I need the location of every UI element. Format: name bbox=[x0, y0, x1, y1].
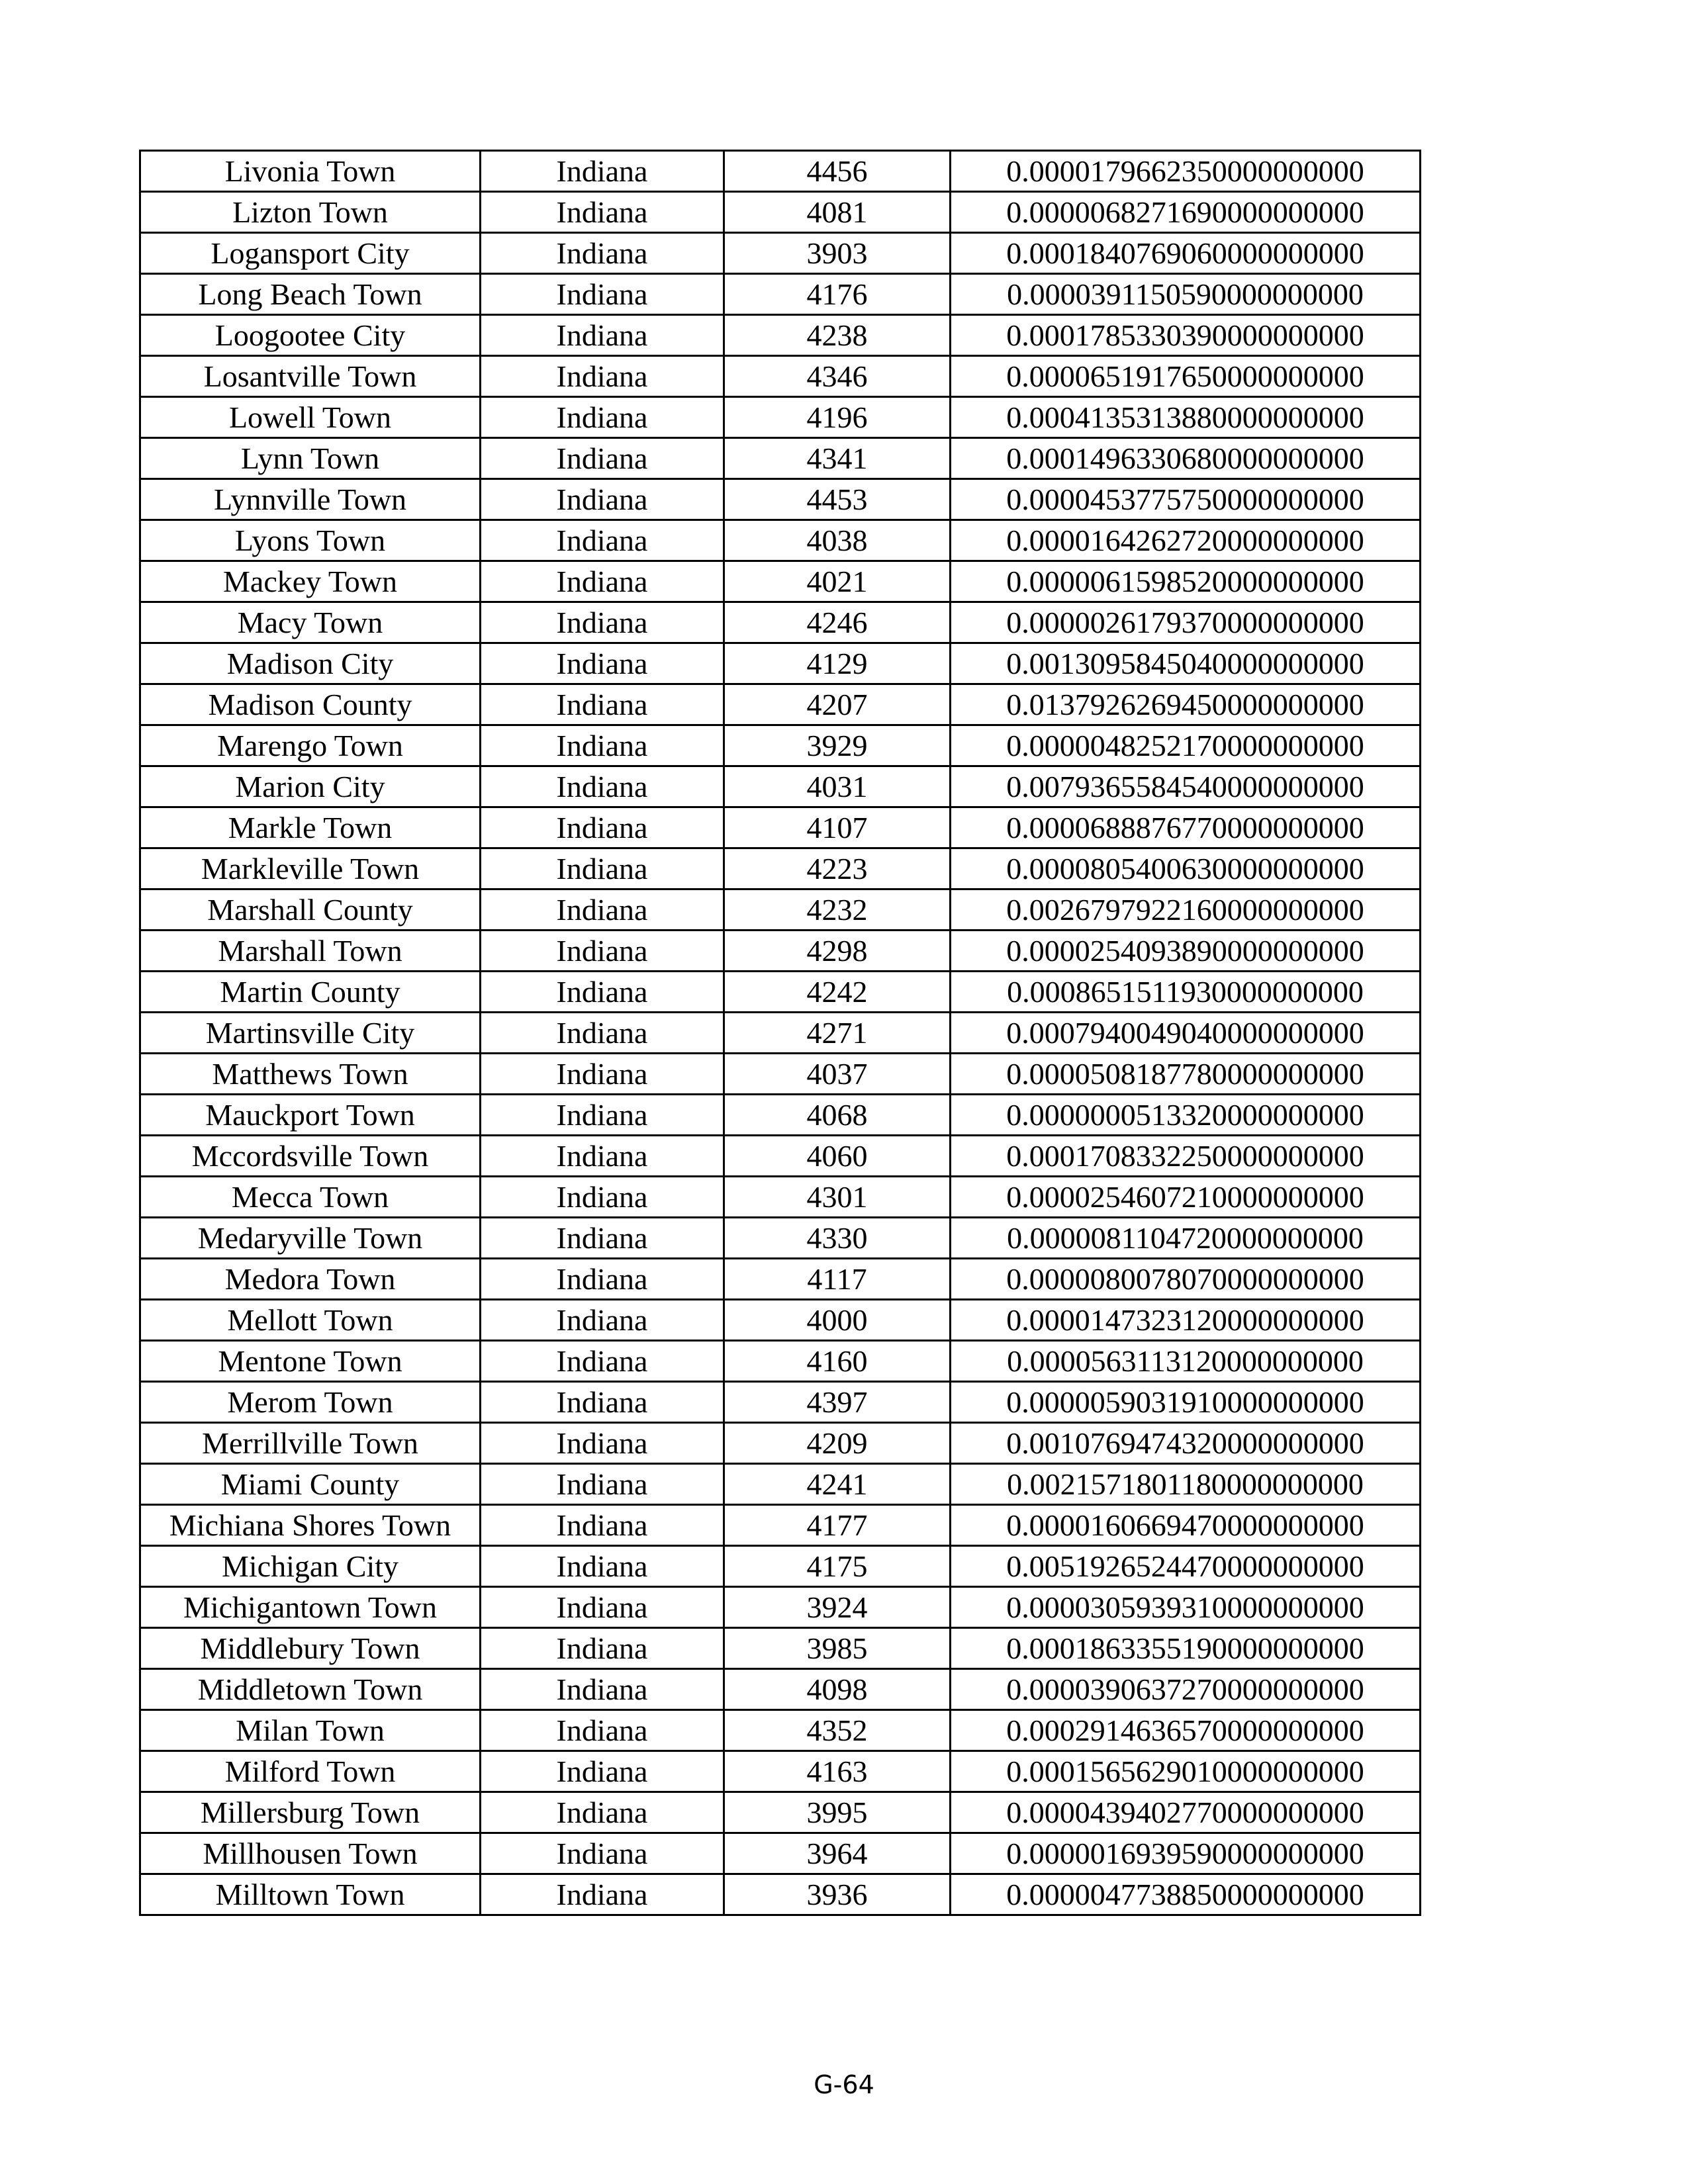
code-cell: 4163 bbox=[724, 1751, 951, 1792]
code-cell: 4038 bbox=[724, 520, 951, 561]
allocation-cell: 0.0000048252170000000000 bbox=[951, 725, 1421, 766]
code-cell: 4000 bbox=[724, 1300, 951, 1341]
table-row bbox=[140, 1710, 1421, 1751]
code-cell: 4037 bbox=[724, 1054, 951, 1095]
code-cell: 3995 bbox=[724, 1792, 951, 1833]
state-cell: Indiana bbox=[481, 1505, 724, 1546]
allocation-cell: 0.0137926269450000000000 bbox=[951, 684, 1421, 725]
allocation-cell: 0.0000080078070000000000 bbox=[951, 1259, 1421, 1300]
state-cell: Indiana bbox=[481, 1382, 724, 1423]
municipality-cell: Mentone Town bbox=[140, 1341, 481, 1382]
municipality-cell: Lynn Town bbox=[140, 438, 481, 479]
municipality-cell: Milford Town bbox=[140, 1751, 481, 1792]
state-cell: Indiana bbox=[481, 643, 724, 684]
code-cell: 4060 bbox=[724, 1136, 951, 1177]
code-cell: 4175 bbox=[724, 1546, 951, 1587]
table-row bbox=[140, 1341, 1421, 1382]
allocation-cell: 0.0000390637270000000000 bbox=[951, 1669, 1421, 1710]
allocation-cell: 0.0000439402770000000000 bbox=[951, 1792, 1421, 1833]
state-cell: Indiana bbox=[481, 931, 724, 972]
allocation-cell: 0.0000068271690000000000 bbox=[951, 192, 1421, 233]
code-cell: 4021 bbox=[724, 561, 951, 602]
allocation-cell: 0.0000805400630000000000 bbox=[951, 848, 1421, 889]
table-row bbox=[140, 233, 1421, 274]
code-cell: 4129 bbox=[724, 643, 951, 684]
table-row bbox=[140, 274, 1421, 315]
allocation-cell: 0.0001565629010000000000 bbox=[951, 1751, 1421, 1792]
table-row bbox=[140, 438, 1421, 479]
code-cell: 4298 bbox=[724, 931, 951, 972]
municipality-cell: Medora Town bbox=[140, 1259, 481, 1300]
table-row bbox=[140, 1751, 1421, 1792]
allocation-cell: 0.0051926524470000000000 bbox=[951, 1546, 1421, 1587]
allocation-cell: 0.0000651917650000000000 bbox=[951, 356, 1421, 397]
code-cell: 3924 bbox=[724, 1587, 951, 1628]
municipality-cell: Miami County bbox=[140, 1464, 481, 1505]
table-row bbox=[140, 643, 1421, 684]
code-cell: 4397 bbox=[724, 1382, 951, 1423]
municipality-cell: Martinsville City bbox=[140, 1013, 481, 1054]
allocation-cell: 0.0000179662350000000000 bbox=[951, 151, 1421, 192]
state-cell: Indiana bbox=[481, 315, 724, 356]
allocation-cell: 0.0021571801180000000000 bbox=[951, 1464, 1421, 1505]
allocation-cell: 0.0000016939590000000000 bbox=[951, 1833, 1421, 1874]
code-cell: 4209 bbox=[724, 1423, 951, 1464]
allocation-cell: 0.0004135313880000000000 bbox=[951, 397, 1421, 438]
allocation-cell: 0.0002914636570000000000 bbox=[951, 1710, 1421, 1751]
allocation-cell: 0.0008651511930000000000 bbox=[951, 972, 1421, 1013]
state-cell: Indiana bbox=[481, 1300, 724, 1341]
code-cell: 4453 bbox=[724, 479, 951, 520]
municipality-cell: Mecca Town bbox=[140, 1177, 481, 1218]
code-cell: 4081 bbox=[724, 192, 951, 233]
allocation-cell: 0.0001708332250000000000 bbox=[951, 1136, 1421, 1177]
state-cell: Indiana bbox=[481, 438, 724, 479]
code-cell: 4098 bbox=[724, 1669, 951, 1710]
municipality-cell: Merom Town bbox=[140, 1382, 481, 1423]
page-number: G-64 bbox=[814, 2070, 874, 2099]
state-cell: Indiana bbox=[481, 233, 724, 274]
table-row bbox=[140, 1259, 1421, 1300]
code-cell: 3903 bbox=[724, 233, 951, 274]
municipality-cell: Merrillville Town bbox=[140, 1423, 481, 1464]
allocation-cell: 0.0000047738850000000000 bbox=[951, 1874, 1421, 1915]
municipality-cell: Madison City bbox=[140, 643, 481, 684]
code-cell: 4238 bbox=[724, 315, 951, 356]
table-row bbox=[140, 1136, 1421, 1177]
state-cell: Indiana bbox=[481, 1218, 724, 1259]
state-cell: Indiana bbox=[481, 192, 724, 233]
code-cell: 4177 bbox=[724, 1505, 951, 1546]
municipality-cell: Lyons Town bbox=[140, 520, 481, 561]
municipality-cell: Markleville Town bbox=[140, 848, 481, 889]
state-cell: Indiana bbox=[481, 807, 724, 848]
code-cell: 4330 bbox=[724, 1218, 951, 1259]
table-row bbox=[140, 1505, 1421, 1546]
allocation-cell: 0.0007940049040000000000 bbox=[951, 1013, 1421, 1054]
municipality-cell: Milan Town bbox=[140, 1710, 481, 1751]
state-cell: Indiana bbox=[481, 1341, 724, 1382]
allocation-cell: 0.0000563113120000000000 bbox=[951, 1341, 1421, 1382]
municipality-cell: Loogootee City bbox=[140, 315, 481, 356]
state-cell: Indiana bbox=[481, 1710, 724, 1751]
state-cell: Indiana bbox=[481, 1546, 724, 1587]
state-cell: Indiana bbox=[481, 1013, 724, 1054]
allocation-cell: 0.0000000513320000000000 bbox=[951, 1095, 1421, 1136]
table-row bbox=[140, 848, 1421, 889]
municipality-cell: Losantville Town bbox=[140, 356, 481, 397]
table-row bbox=[140, 1669, 1421, 1710]
municipality-cell: Michiana Shores Town bbox=[140, 1505, 481, 1546]
table-row bbox=[140, 1587, 1421, 1628]
table-row bbox=[140, 1833, 1421, 1874]
municipality-cell: Lowell Town bbox=[140, 397, 481, 438]
table-row bbox=[140, 972, 1421, 1013]
table-row bbox=[140, 520, 1421, 561]
allocation-cell: 0.0000026179370000000000 bbox=[951, 602, 1421, 643]
code-cell: 4031 bbox=[724, 766, 951, 807]
municipality-cell: Medaryville Town bbox=[140, 1218, 481, 1259]
table-row bbox=[140, 1464, 1421, 1505]
allocation-cell: 0.0026797922160000000000 bbox=[951, 889, 1421, 931]
state-cell: Indiana bbox=[481, 1628, 724, 1669]
municipality-cell: Mccordsville Town bbox=[140, 1136, 481, 1177]
allocation-cell: 0.0001863355190000000000 bbox=[951, 1628, 1421, 1669]
code-cell: 4341 bbox=[724, 438, 951, 479]
code-cell: 4352 bbox=[724, 1710, 951, 1751]
code-cell: 4241 bbox=[724, 1464, 951, 1505]
table-row bbox=[140, 1628, 1421, 1669]
table-row bbox=[140, 1382, 1421, 1423]
table-row bbox=[140, 561, 1421, 602]
municipality-cell: Michigantown Town bbox=[140, 1587, 481, 1628]
municipality-cell: Livonia Town bbox=[140, 151, 481, 192]
state-cell: Indiana bbox=[481, 1669, 724, 1710]
municipality-cell: Mellott Town bbox=[140, 1300, 481, 1341]
table-row bbox=[140, 807, 1421, 848]
state-cell: Indiana bbox=[481, 1423, 724, 1464]
table-row bbox=[140, 1218, 1421, 1259]
code-cell: 3929 bbox=[724, 725, 951, 766]
allocation-cell: 0.0000164262720000000000 bbox=[951, 520, 1421, 561]
code-cell: 4242 bbox=[724, 972, 951, 1013]
state-cell: Indiana bbox=[481, 889, 724, 931]
table-row bbox=[140, 192, 1421, 233]
code-cell: 4068 bbox=[724, 1095, 951, 1136]
code-cell: 3936 bbox=[724, 1874, 951, 1915]
state-cell: Indiana bbox=[481, 397, 724, 438]
code-cell: 4176 bbox=[724, 274, 951, 315]
table-row bbox=[140, 1013, 1421, 1054]
state-cell: Indiana bbox=[481, 848, 724, 889]
state-cell: Indiana bbox=[481, 151, 724, 192]
allocation-cell: 0.0000059031910000000000 bbox=[951, 1382, 1421, 1423]
municipality-cell: Lizton Town bbox=[140, 192, 481, 233]
municipality-cell: Middlebury Town bbox=[140, 1628, 481, 1669]
table-row bbox=[140, 479, 1421, 520]
allocation-cell: 0.0000160669470000000000 bbox=[951, 1505, 1421, 1546]
table-row bbox=[140, 1054, 1421, 1095]
state-cell: Indiana bbox=[481, 274, 724, 315]
table-row bbox=[140, 725, 1421, 766]
municipality-cell: Marion City bbox=[140, 766, 481, 807]
code-cell: 4232 bbox=[724, 889, 951, 931]
allocation-cell: 0.0079365584540000000000 bbox=[951, 766, 1421, 807]
code-cell: 3985 bbox=[724, 1628, 951, 1669]
table-row bbox=[140, 151, 1421, 192]
code-cell: 4207 bbox=[724, 684, 951, 725]
municipality-cell: Millersburg Town bbox=[140, 1792, 481, 1833]
state-cell: Indiana bbox=[481, 1792, 724, 1833]
state-cell: Indiana bbox=[481, 1833, 724, 1874]
state-cell: Indiana bbox=[481, 766, 724, 807]
allocation-cell: 0.0000147323120000000000 bbox=[951, 1300, 1421, 1341]
allocation-cell: 0.0000453775750000000000 bbox=[951, 479, 1421, 520]
code-cell: 4246 bbox=[724, 602, 951, 643]
allocation-table bbox=[139, 150, 1421, 1916]
code-cell: 4160 bbox=[724, 1341, 951, 1382]
code-cell: 4107 bbox=[724, 807, 951, 848]
table-row bbox=[140, 684, 1421, 725]
state-cell: Indiana bbox=[481, 561, 724, 602]
table-row bbox=[140, 1095, 1421, 1136]
state-cell: Indiana bbox=[481, 1177, 724, 1218]
municipality-cell: Matthews Town bbox=[140, 1054, 481, 1095]
state-cell: Indiana bbox=[481, 1464, 724, 1505]
table-row bbox=[140, 1874, 1421, 1915]
state-cell: Indiana bbox=[481, 1587, 724, 1628]
table-row bbox=[140, 931, 1421, 972]
table-row bbox=[140, 397, 1421, 438]
table-row bbox=[140, 1792, 1421, 1833]
allocation-cell: 0.0000508187780000000000 bbox=[951, 1054, 1421, 1095]
code-cell: 3964 bbox=[724, 1833, 951, 1874]
allocation-cell: 0.0000254607210000000000 bbox=[951, 1177, 1421, 1218]
code-cell: 4223 bbox=[724, 848, 951, 889]
municipality-cell: Michigan City bbox=[140, 1546, 481, 1587]
allocation-cell: 0.0001496330680000000000 bbox=[951, 438, 1421, 479]
allocation-cell: 0.0000061598520000000000 bbox=[951, 561, 1421, 602]
state-cell: Indiana bbox=[481, 520, 724, 561]
table-row bbox=[140, 315, 1421, 356]
code-cell: 4196 bbox=[724, 397, 951, 438]
table-row bbox=[140, 889, 1421, 931]
municipality-cell: Lynnville Town bbox=[140, 479, 481, 520]
state-cell: Indiana bbox=[481, 1095, 724, 1136]
allocation-cell: 0.0000254093890000000000 bbox=[951, 931, 1421, 972]
state-cell: Indiana bbox=[481, 1751, 724, 1792]
municipality-cell: Milltown Town bbox=[140, 1874, 481, 1915]
code-cell: 4346 bbox=[724, 356, 951, 397]
municipality-cell: Markle Town bbox=[140, 807, 481, 848]
code-cell: 4271 bbox=[724, 1013, 951, 1054]
municipality-cell: Long Beach Town bbox=[140, 274, 481, 315]
state-cell: Indiana bbox=[481, 1136, 724, 1177]
allocation-cell: 0.0000081104720000000000 bbox=[951, 1218, 1421, 1259]
code-cell: 4456 bbox=[724, 151, 951, 192]
state-cell: Indiana bbox=[481, 1259, 724, 1300]
municipality-cell: Macy Town bbox=[140, 602, 481, 643]
municipality-cell: Marshall County bbox=[140, 889, 481, 931]
state-cell: Indiana bbox=[481, 479, 724, 520]
table-row bbox=[140, 356, 1421, 397]
state-cell: Indiana bbox=[481, 684, 724, 725]
allocation-cell: 0.0000391150590000000000 bbox=[951, 274, 1421, 315]
municipality-cell: Middletown Town bbox=[140, 1669, 481, 1710]
state-cell: Indiana bbox=[481, 602, 724, 643]
state-cell: Indiana bbox=[481, 356, 724, 397]
municipality-cell: Mackey Town bbox=[140, 561, 481, 602]
state-cell: Indiana bbox=[481, 725, 724, 766]
table-row bbox=[140, 1546, 1421, 1587]
allocation-cell: 0.0010769474320000000000 bbox=[951, 1423, 1421, 1464]
municipality-cell: Logansport City bbox=[140, 233, 481, 274]
code-cell: 4117 bbox=[724, 1259, 951, 1300]
municipality-cell: Martin County bbox=[140, 972, 481, 1013]
municipality-cell: Marengo Town bbox=[140, 725, 481, 766]
state-cell: Indiana bbox=[481, 1874, 724, 1915]
table-row bbox=[140, 602, 1421, 643]
table-row bbox=[140, 1423, 1421, 1464]
allocation-cell: 0.0001785330390000000000 bbox=[951, 315, 1421, 356]
table-row bbox=[140, 766, 1421, 807]
municipality-cell: Millhousen Town bbox=[140, 1833, 481, 1874]
table-row bbox=[140, 1300, 1421, 1341]
table-body bbox=[140, 151, 1421, 1915]
allocation-cell: 0.0000305939310000000000 bbox=[951, 1587, 1421, 1628]
table-row bbox=[140, 1177, 1421, 1218]
municipality-cell: Marshall Town bbox=[140, 931, 481, 972]
municipality-cell: Madison County bbox=[140, 684, 481, 725]
code-cell: 4301 bbox=[724, 1177, 951, 1218]
state-cell: Indiana bbox=[481, 972, 724, 1013]
allocation-cell: 0.0001840769060000000000 bbox=[951, 233, 1421, 274]
allocation-cell: 0.0000688876770000000000 bbox=[951, 807, 1421, 848]
allocation-cell: 0.0013095845040000000000 bbox=[951, 643, 1421, 684]
state-cell: Indiana bbox=[481, 1054, 724, 1095]
municipality-cell: Mauckport Town bbox=[140, 1095, 481, 1136]
